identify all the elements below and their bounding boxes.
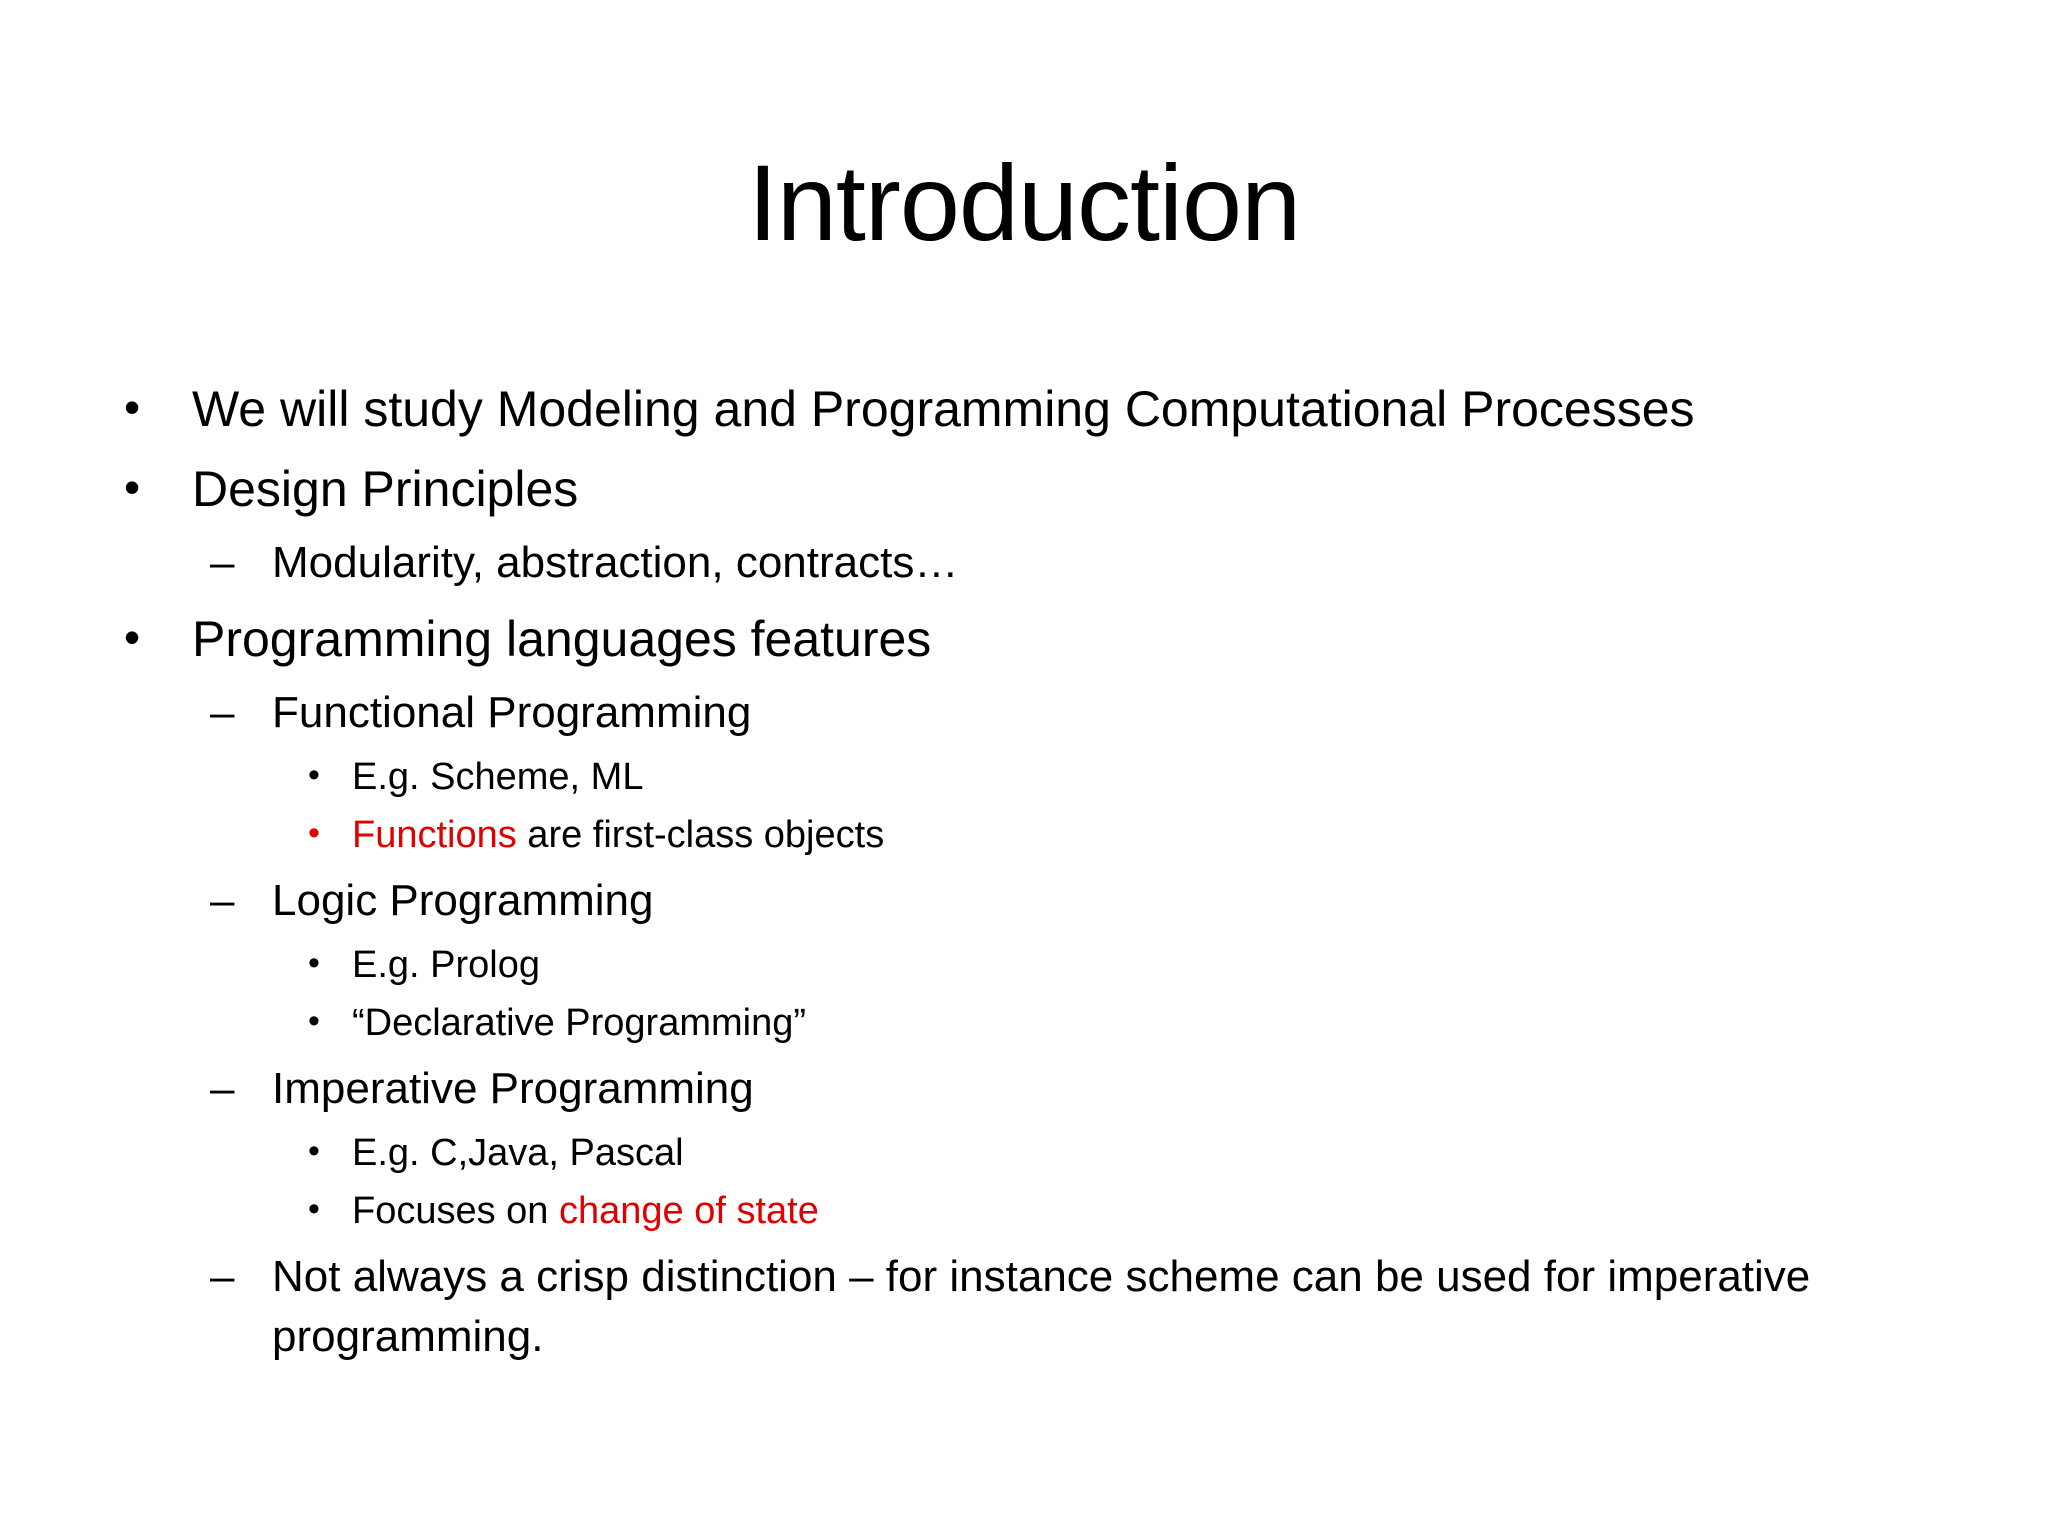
bullet-marker: •	[308, 814, 320, 852]
slide-title: Introduction	[747, 142, 1301, 263]
subsub-item-text: E.g. Prolog	[352, 944, 540, 986]
subsub-item-text: E.g. Scheme, ML	[352, 756, 644, 798]
dash-marker: –	[210, 538, 235, 587]
subsub-item-text	[352, 1190, 819, 1233]
bullet-marker: •	[308, 944, 320, 982]
subsub-item-text: E.g. C,Java, Pascal	[352, 1132, 684, 1174]
highlight-text: change of state	[559, 1190, 819, 1232]
dash-marker: –	[210, 688, 235, 737]
plain-text: Focuses on	[352, 1190, 559, 1232]
bullet-text: Programming languages features	[192, 611, 932, 667]
sub-item-text: Not always a crisp distinction – for instance scheme can be used for imperative	[272, 1252, 1811, 1301]
sub-item-text: Functional Programming	[272, 688, 752, 737]
bullet-marker: •	[308, 1132, 320, 1170]
bullet-marker: •	[308, 756, 320, 794]
dash-marker: –	[210, 876, 235, 925]
sub-item-text: programming.	[272, 1312, 544, 1361]
sub-item-text: Imperative Programming	[272, 1064, 754, 1113]
dash-marker: –	[210, 1064, 235, 1113]
bullet-marker: •	[308, 1002, 320, 1040]
bullet-marker: •	[124, 611, 141, 663]
sub-item-text: Logic Programming	[272, 876, 654, 925]
dash-marker: –	[210, 1252, 235, 1301]
bullet-text: Design Principles	[192, 461, 579, 517]
subsub-item-text	[352, 814, 884, 857]
highlight-text: Functions	[352, 814, 517, 856]
plain-text: are first-class objects	[516, 814, 885, 856]
bullet-text: We will study Modeling and Programming Computational Processes	[192, 381, 1695, 437]
sub-item-text: Modularity, abstraction, contracts…	[272, 538, 959, 587]
bullet-marker: •	[124, 381, 141, 433]
subsub-item-text: “Declarative Programming”	[352, 1002, 807, 1044]
bullet-marker: •	[308, 1190, 320, 1228]
bullet-marker: •	[124, 461, 141, 513]
